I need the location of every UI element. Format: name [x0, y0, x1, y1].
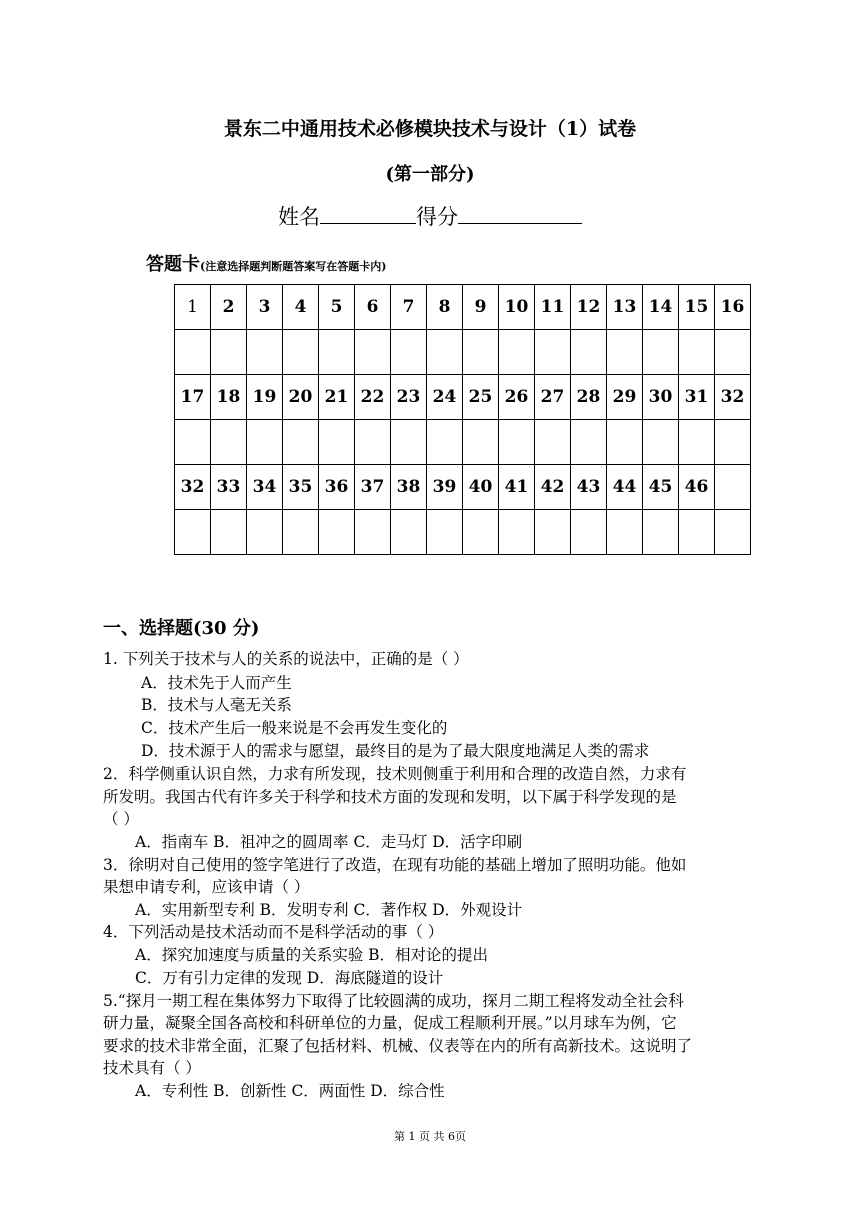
question-number-cell: 30 [643, 375, 679, 420]
answer-cell[interactable] [355, 330, 391, 375]
question-number-cell: 15 [679, 285, 715, 330]
question-number-cell: 23 [391, 375, 427, 420]
question-number-cell: 27 [535, 375, 571, 420]
name-score-line [0, 201, 860, 231]
answer-cell[interactable] [211, 420, 247, 465]
question-number-cell: 44 [607, 465, 643, 510]
question-number-cell: 21 [319, 375, 355, 420]
question-number-cell: 8 [427, 285, 463, 330]
answer-cell[interactable] [175, 510, 211, 555]
answer-cell[interactable] [643, 330, 679, 375]
answer-cell[interactable] [391, 420, 427, 465]
question-number-cell: 24 [427, 375, 463, 420]
answer-cell[interactable] [355, 510, 391, 555]
answer-cell[interactable] [247, 510, 283, 555]
question-number-cell: 29 [607, 375, 643, 420]
question-number-cell: 4 [283, 285, 319, 330]
question-number-cell: 11 [535, 285, 571, 330]
question-number-cell: 40 [463, 465, 499, 510]
question-number-cell: 28 [571, 375, 607, 420]
answer-cell[interactable] [463, 330, 499, 375]
answer-card-title: 答题卡 [146, 254, 200, 275]
question-line: A．专利性 B．创新性 C．两面性 D．综合性 [135, 1082, 445, 1100]
question-number-cell: 16 [715, 285, 751, 330]
answer-cell[interactable] [535, 510, 571, 555]
question-number-cell: 33 [211, 465, 247, 510]
exam-subtitle: (第一部分) [385, 164, 475, 185]
question-number-cell: 36 [319, 465, 355, 510]
answer-cell[interactable] [211, 330, 247, 375]
question-number-cell: 35 [283, 465, 319, 510]
answer-cell[interactable] [643, 510, 679, 555]
question-line: 3．徐明对自己使用的签字笔进行了改造，在现有功能的基础上增加了照明功能。他如 [103, 856, 687, 874]
answer-cell[interactable] [175, 420, 211, 465]
question-line: 果想申请专利，应该申请（ ） [103, 878, 310, 896]
question-line: 所发明。我国古代有许多关于科学和技术方面的发现和发明，以下属于科学发现的是 [103, 788, 677, 806]
answer-cell[interactable] [571, 510, 607, 555]
question-line: A．探究加速度与质量的关系实验 B．相对论的提出 [135, 946, 489, 964]
answer-cell[interactable] [571, 330, 607, 375]
question-line: 2．科学侧重认识自然，力求有所发现，技术则侧重于利用和合理的改造自然，力求有 [103, 765, 687, 783]
answer-cell[interactable] [499, 330, 535, 375]
answer-cell[interactable] [715, 510, 751, 555]
question-number-cell: 45 [643, 465, 679, 510]
question-line: A．指南车 B．祖冲之的圆周率 C．走马灯 D．活字印刷 [135, 833, 523, 851]
question-line: D．技术源于人的需求与愿望，最终目的是为了最大限度地满足人类的需求 [141, 742, 650, 760]
answer-card-label [146, 250, 386, 276]
answer-blank-row [175, 510, 751, 555]
score-label: 得分 [416, 205, 458, 229]
answer-cell[interactable] [283, 510, 319, 555]
question-number-cell: 39 [427, 465, 463, 510]
question-number-cell: 32 [175, 465, 211, 510]
question-number-cell: 17 [175, 375, 211, 420]
answer-cell[interactable] [535, 330, 571, 375]
question-number-cell: 5 [319, 285, 355, 330]
answer-cell[interactable] [427, 330, 463, 375]
question-line: （ ） [103, 810, 139, 828]
question-number-cell: 26 [499, 375, 535, 420]
question-line: A．实用新型专利 B．发明专利 C．著作权 D．外观设计 [135, 901, 523, 919]
answer-cell[interactable] [211, 510, 247, 555]
answer-cell[interactable] [247, 330, 283, 375]
question-line: B．技术与人毫无关系 [141, 696, 292, 714]
question-number-cell: 34 [247, 465, 283, 510]
answer-cell[interactable] [283, 330, 319, 375]
question-line: A．技术先于人而产生 [141, 674, 292, 692]
answer-cell[interactable] [427, 510, 463, 555]
answer-card-table [174, 284, 751, 555]
question-line: 技术具有（ ） [103, 1059, 201, 1077]
question-number-cell: 3 [247, 285, 283, 330]
answer-cell[interactable] [607, 420, 643, 465]
question-line: C．技术产生后一般来说是不会再发生变化的 [141, 719, 448, 737]
answer-cell[interactable] [247, 420, 283, 465]
answer-cell[interactable] [391, 330, 427, 375]
answer-cell[interactable] [319, 330, 355, 375]
answer-cell[interactable] [391, 510, 427, 555]
question-line: C．万有引力定律的发现 D．海底隧道的设计 [135, 969, 444, 987]
answer-cell[interactable] [319, 420, 355, 465]
question-number-cell: 37 [355, 465, 391, 510]
answer-number-row [175, 465, 751, 510]
answer-cell[interactable] [175, 330, 211, 375]
question-number-cell: 20 [283, 375, 319, 420]
question-number-cell: 22 [355, 375, 391, 420]
answer-cell[interactable] [607, 510, 643, 555]
question-line: 研力量，凝聚全国各高校和科研单位的力量，促成工程顺利开展。”以月球车为例，它 [103, 1014, 677, 1032]
answer-cell[interactable] [679, 330, 715, 375]
question-line: 1. 下列关于技术与人的关系的说法中，正确的是（ ） [103, 650, 469, 668]
question-number-cell: 6 [355, 285, 391, 330]
question-number-cell: 2 [211, 285, 247, 330]
score-blank[interactable] [458, 203, 582, 224]
answer-cell[interactable] [355, 420, 391, 465]
question-number-cell: 31 [679, 375, 715, 420]
page-footer: 第 1 页 共 6页 [394, 1130, 466, 1143]
answer-cell[interactable] [499, 510, 535, 555]
answer-cell[interactable] [319, 510, 355, 555]
question-line: 5.“探月一期工程在集体努力下取得了比较圆满的成功，探月二期工程将发动全社会科 [103, 992, 684, 1010]
answer-cell[interactable] [643, 420, 679, 465]
question-number-cell: 13 [607, 285, 643, 330]
section-title: 一、选择题(30 分) [103, 618, 260, 639]
question-number-cell: 25 [463, 375, 499, 420]
answer-cell[interactable] [427, 420, 463, 465]
name-blank[interactable] [320, 203, 416, 224]
question-number-cell: 19 [247, 375, 283, 420]
answer-cell[interactable] [715, 330, 751, 375]
question-number-cell: 18 [211, 375, 247, 420]
question-line: 4．下列活动是技术活动而不是科学活动的事（ ） [103, 923, 444, 941]
question-number-cell: 1 [175, 285, 211, 330]
answer-blank-row [175, 330, 751, 375]
answer-cell[interactable] [607, 330, 643, 375]
answer-blank-row [175, 420, 751, 465]
answer-number-row [175, 375, 751, 420]
question-number-cell: 41 [499, 465, 535, 510]
question-number-cell: 32 [715, 375, 751, 420]
question-number-cell: 7 [391, 285, 427, 330]
question-number-cell [715, 465, 751, 510]
answer-cell[interactable] [535, 420, 571, 465]
question-number-cell: 46 [679, 465, 715, 510]
answer-cell[interactable] [679, 510, 715, 555]
answer-card-note: (注意选择题判断题答案写在答题卡内) [200, 260, 387, 273]
answer-cell[interactable] [499, 420, 535, 465]
question-number-cell: 10 [499, 285, 535, 330]
question-number-cell: 42 [535, 465, 571, 510]
question-number-cell: 9 [463, 285, 499, 330]
answer-cell[interactable] [463, 510, 499, 555]
answer-cell[interactable] [715, 420, 751, 465]
answer-cell[interactable] [679, 420, 715, 465]
question-line: 要求的技术非常全面，汇聚了包括材料、机械、仪表等在内的所有高新技术。这说明了 [103, 1037, 693, 1055]
answer-cell[interactable] [283, 420, 319, 465]
exam-title: 景东二中通用技术必修模块技术与设计（1）试卷 [223, 118, 637, 140]
question-number-cell: 12 [571, 285, 607, 330]
question-number-cell: 43 [571, 465, 607, 510]
answer-cell[interactable] [571, 420, 607, 465]
answer-number-row [175, 285, 751, 330]
name-label: 姓名 [278, 205, 320, 229]
answer-cell[interactable] [463, 420, 499, 465]
question-number-cell: 14 [643, 285, 679, 330]
question-number-cell: 38 [391, 465, 427, 510]
